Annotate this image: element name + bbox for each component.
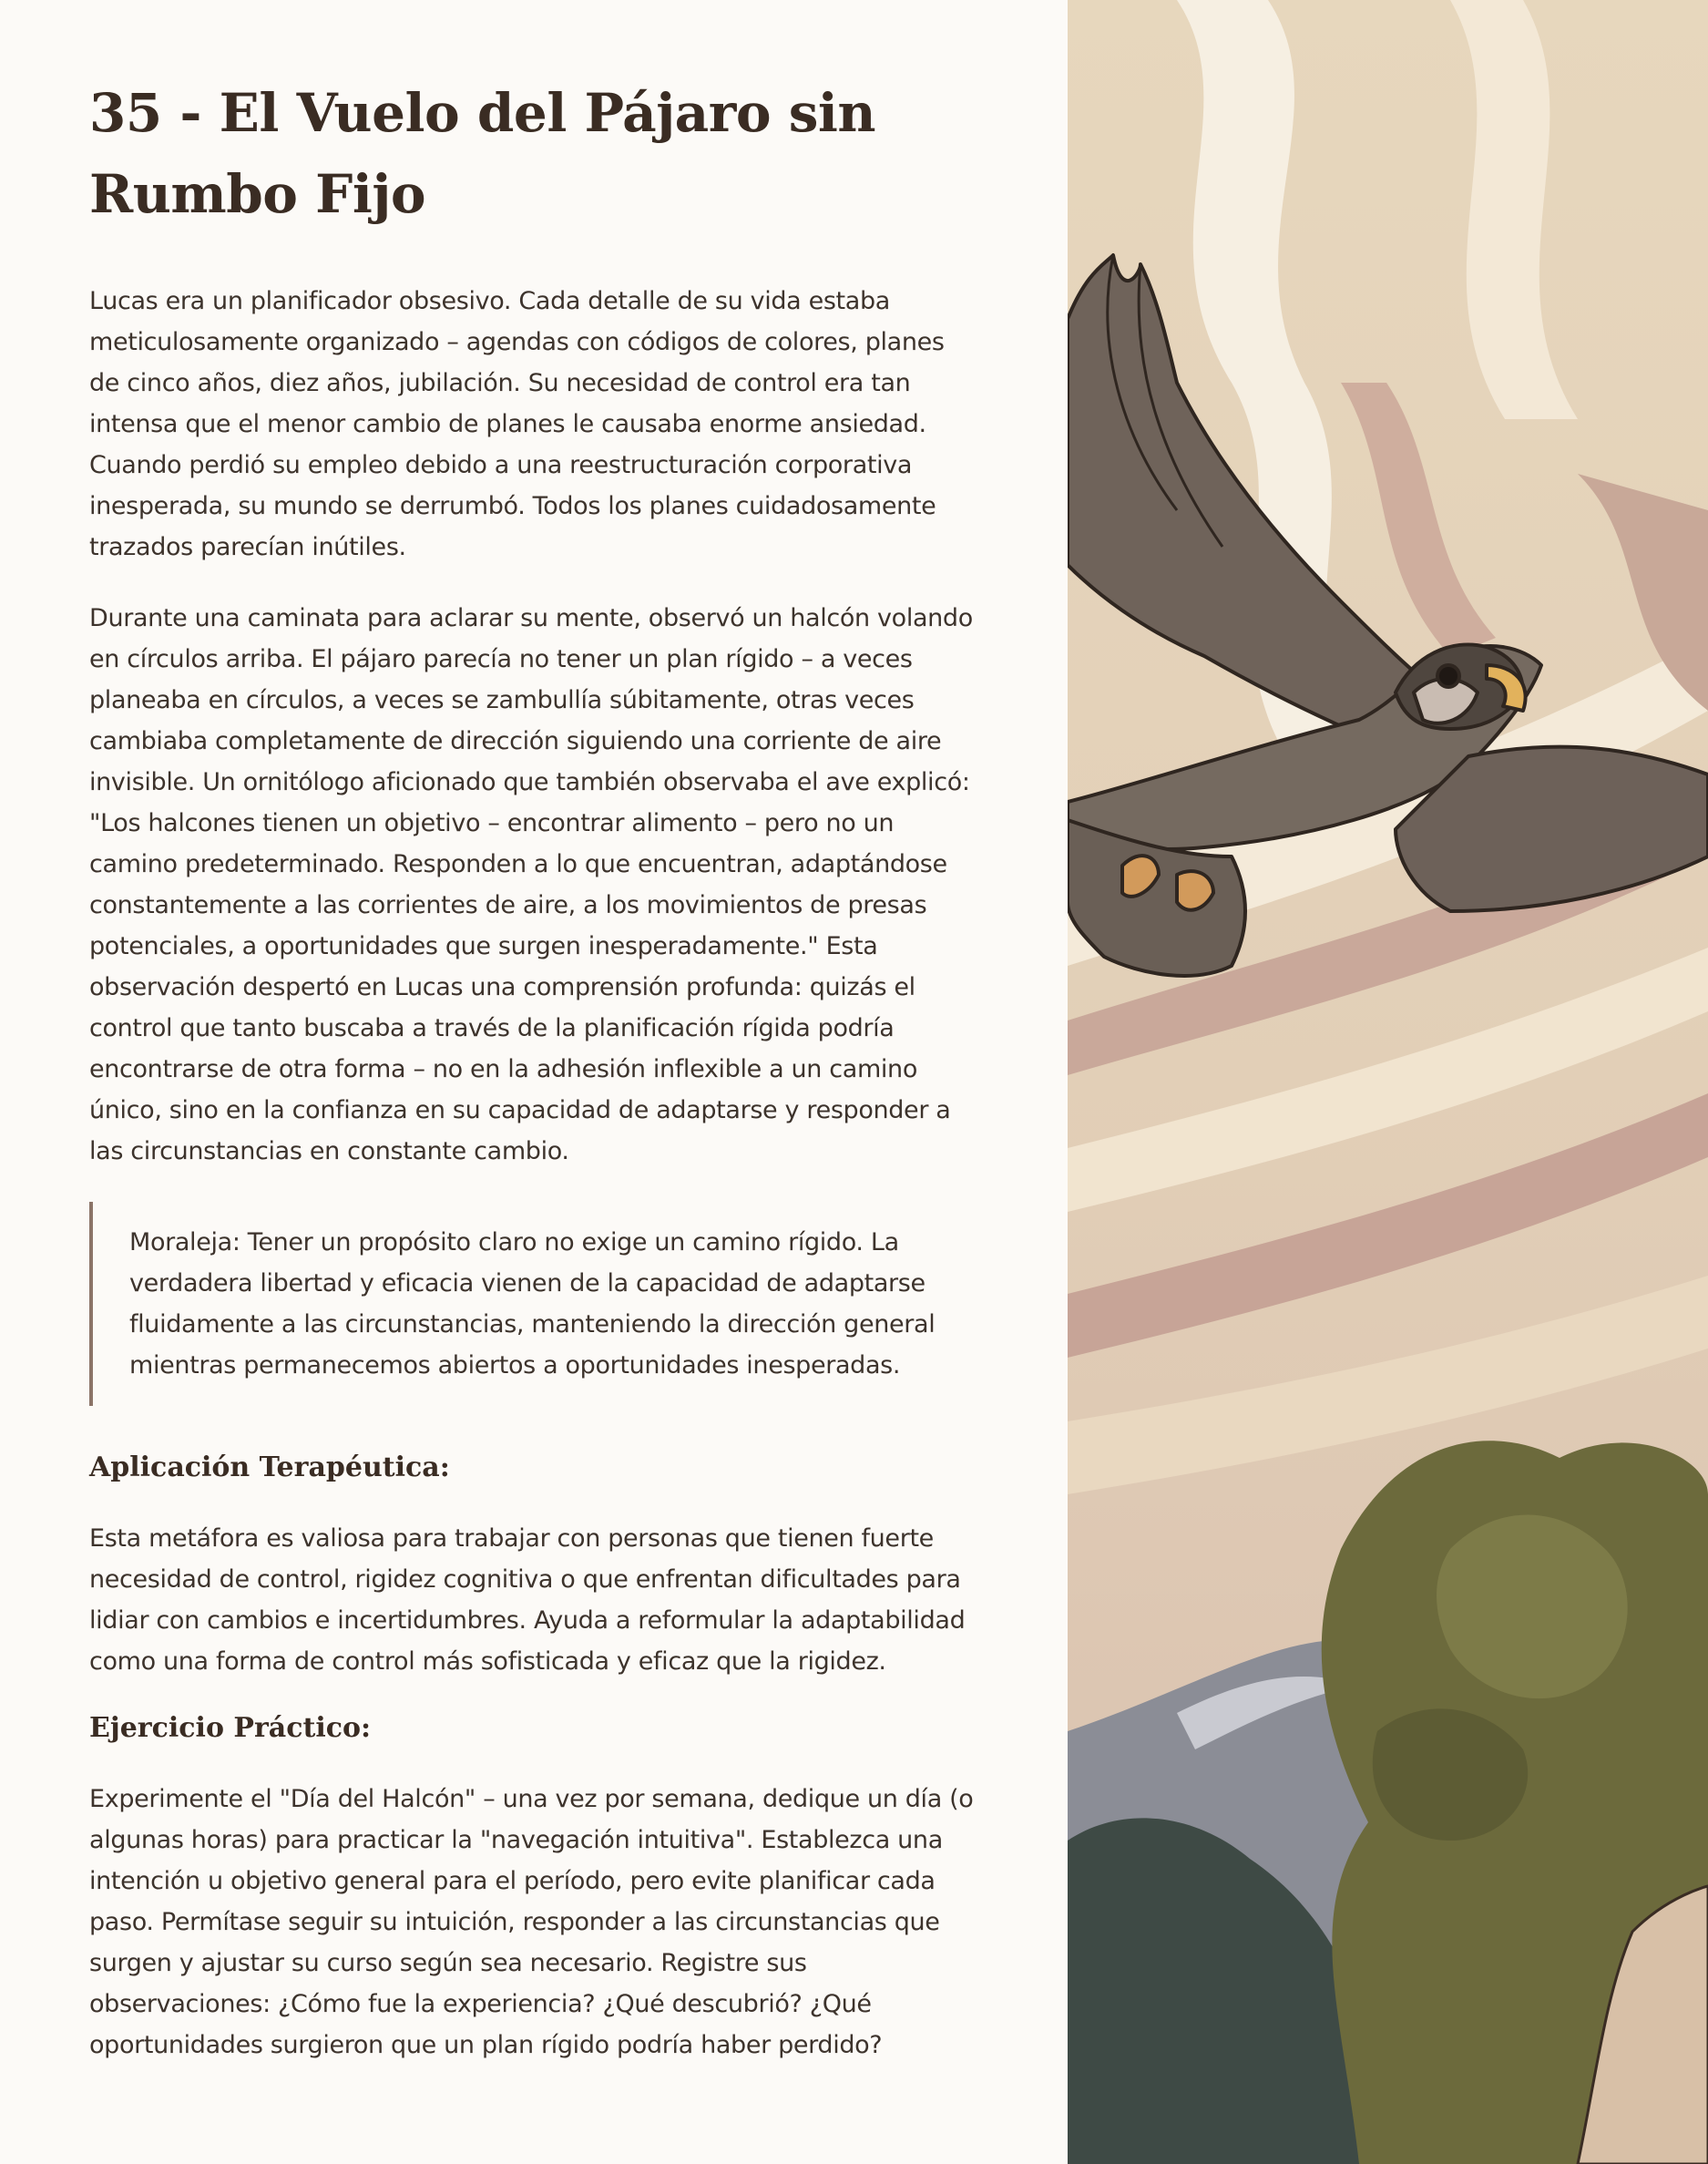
hawk-illustration-icon bbox=[1068, 0, 1708, 2164]
exercise-text: Experimente el "Día del Halcón" – una vez por semana, dedique un día (o algunas horas) para practicar la "navegación intuitiva". Establezca una intención u objetivo general para el período, pero evite planificar cada paso. Permítase seguir su intuición, responder a las circunstancias que surgen y ajustar su curso según sea necesario. Registre sus observaciones: ¿Cómo fue la experiencia? ¿Qué descubrió? ¿Qué oportunidades surgieron que un plan rígido podría haber perdido? bbox=[89, 1785, 974, 2059]
application-heading: Aplicación Terapéutica: bbox=[89, 1451, 450, 1483]
text-column bbox=[89, 73, 980, 2096]
story-paragraph-2: Durante una caminata para aclarar su mente, observó un halcón volando en círculos arriba. El pájaro parecía no tener un plan rígido – a veces planeaba en círculos, a veces se zambullía súbitamente, otras veces cambiaba completamente de dirección siguiendo una corriente de aire invisible. Un ornitólogo aficionado que también observaba el ave explicó: "Los halcones tienen un objetivo – encontrar alimento – pero no un camino predeterminado. Responden a lo que encuentran, adaptándose constantemente a las corrientes de aire, a los movimientos de presas potenciales, a oportunidades que surgen inesperadamente." Esta observación despertó en Lucas una comprensión profunda: quizás el control que tanto buscaba a través de la planificación rígida podría encontrarse de otra forma – no en la adhesión inflexible a un camino único, sino en la confianza en su capacidad de adaptarse y responder a las circunstancias en constante cambio. bbox=[89, 604, 973, 1165]
exercise-heading: Ejercicio Práctico: bbox=[89, 1712, 372, 1744]
moral-blockquote bbox=[89, 1202, 980, 1406]
story-paragraph-1: Lucas era un planificador obsesivo. Cada detalle de su vida estaba meticulosamente organizado – agendas con códigos de colores, planes de cinco años, diez años, jubilación. Su necesidad de control era tan intensa que el menor cambio de planes le causaba enorme ansiedad. Cuando perdió su empleo debido a una reestructuración corporativa inesperada, su mundo se derrumbó. Todos los planes cuidadosamente trazados parecían inútiles. bbox=[89, 287, 945, 561]
moral-text: Moraleja: Tener un propósito claro no exige un camino rígido. La verdadera libertad y eficacia vienen de la capacidad de adaptarse fluidamente a las circunstancias, manteniendo la dirección general mientras permanecemos abiertos a oportunidades inesperadas. bbox=[129, 1228, 936, 1379]
application-text: Esta metáfora es valiosa para trabajar con personas que tienen fuerte necesidad de control, rigidez cognitiva o que enfrentan dificultades para lidiar con cambios e incertidumbres. Ayuda a reformular la adaptabilidad como una forma de control más sofisticada y eficaz que la rigidez. bbox=[89, 1524, 966, 1676]
page-title: 35 - El Vuelo del Pájaro sin Rumbo Fijo bbox=[89, 82, 876, 225]
